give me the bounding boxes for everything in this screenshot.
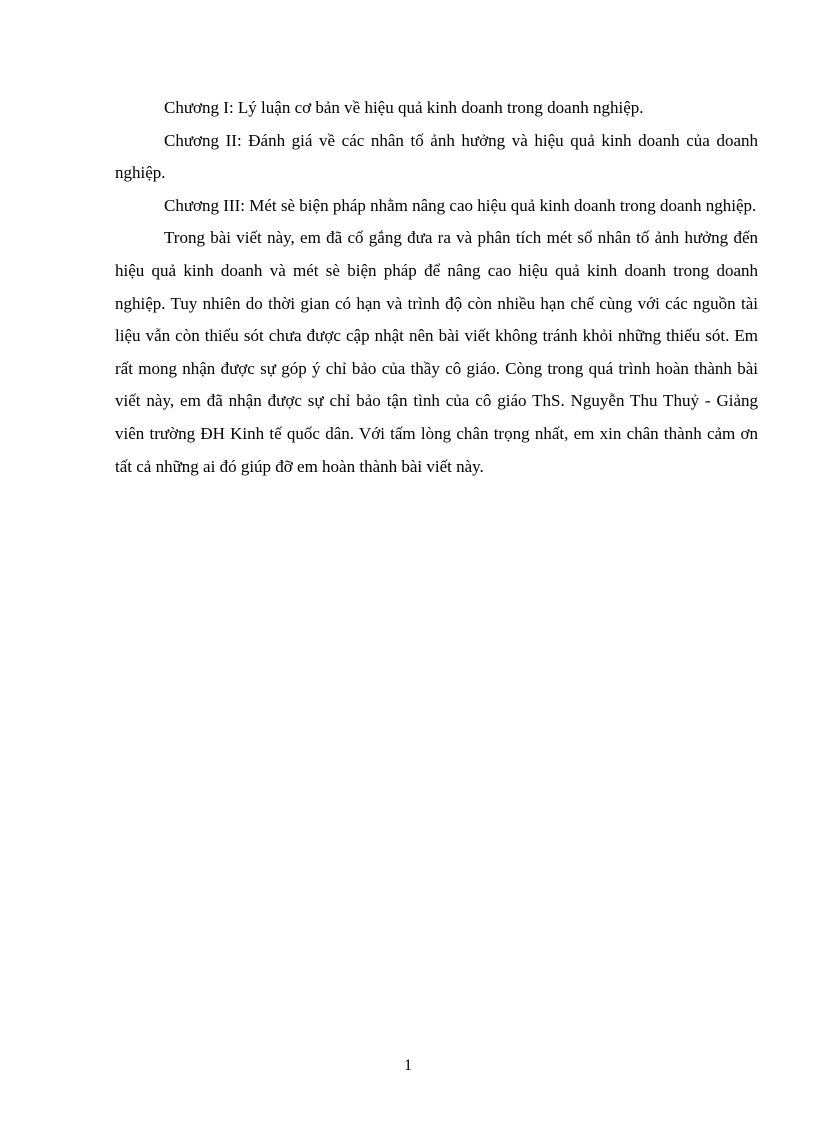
document-body [115,92,758,483]
paragraph-acknowledgement: Trong bài viết này, em đã cố gắng đưa ra và phân tích mét số nhân tố ảnh hưởng đến hiệu quả kinh doanh và mét sè biện pháp để nâng cao hiệu quả kinh doanh trong doanh nghiệp. Tuy nhiên do thời gian có hạn và trình độ còn nhiều hạn chế cùng với các nguồn tài liệu vẫn còn thiếu sót chưa được cập nhật nên bài viết không tránh khỏi những thiếu sót. Em rất mong nhận được sự góp ý chỉ bảo của thầy cô giáo. Còng trong quá trình hoàn thành bài viết này, em đã nhận được sự chỉ bảo tận tình của cô giáo ThS. Nguyễn Thu Thuỷ - Giảng viên trường ĐH Kinh tế quốc dân. Với tấm lòng chân trọng nhất, em xin chân thành cảm ơn tất cả những ai đó giúp đỡ em hoàn thành bài viết này. [115,228,758,476]
paragraph-chapter-1: Chương I: Lý luận cơ bản về hiệu quả kinh doanh trong doanh nghiệp. [164,98,644,117]
paragraph-chapter-3: Chương III: Mét sè biện pháp nhằm nâng cao hiệu quả kinh doanh trong doanh nghiệp. [164,195,757,215]
paragraph-chapter-2: Chương II: Đánh giá về các nhân tố ảnh hưởng và hiệu quả kinh doanh của doanh nghiệp. [115,130,758,183]
page-number: 1 [404,1057,412,1074]
